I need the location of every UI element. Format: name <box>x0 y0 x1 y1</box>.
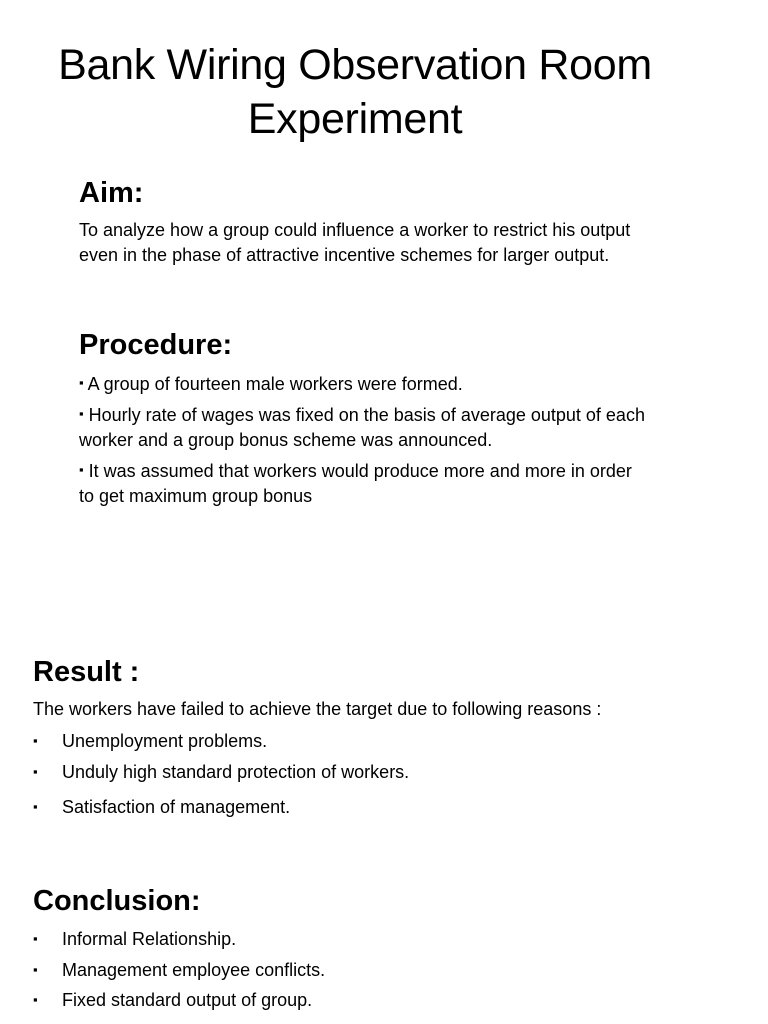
result-intro: The workers have failed to achieve the target due to following reasons : <box>33 699 602 719</box>
procedure-item-2-line-2: worker and a group bonus scheme was announced. <box>79 430 493 450</box>
result-item-2 <box>33 761 409 783</box>
result-heading: Result : <box>33 656 140 688</box>
result-item-3-text: Satisfaction of management. <box>62 797 291 817</box>
bullet-icon: ▪ <box>79 406 84 421</box>
conclusion-item-3 <box>33 989 312 1011</box>
procedure-item-2-line-1: Hourly rate of wages was fixed on the basis of average output of each <box>88 405 645 425</box>
conclusion-item-1 <box>33 928 236 950</box>
conclusion-item-2 <box>33 959 325 981</box>
bullet-icon: ▪ <box>33 799 38 814</box>
bullet-icon: ▪ <box>79 375 84 390</box>
procedure-heading: Procedure: <box>79 329 233 361</box>
procedure-item-2 <box>79 401 645 453</box>
bullet-icon: ▪ <box>33 733 38 748</box>
aim-text <box>79 218 630 268</box>
procedure-item-1 <box>79 370 463 397</box>
page-title-line-1: Bank Wiring Observation Room <box>58 41 652 89</box>
bullet-icon: ▪ <box>79 462 84 477</box>
aim-line-2: even in the phase of attractive incentive schemes for larger output. <box>79 245 610 265</box>
result-item-2-text: Unduly high standard protection of workers. <box>62 762 410 782</box>
bullet-icon: ▪ <box>33 931 38 946</box>
page-title <box>0 38 710 146</box>
conclusion-item-3-text: Fixed standard output of group. <box>62 990 313 1010</box>
page-title-line-2: Experiment <box>247 95 463 143</box>
bullet-icon: ▪ <box>33 764 38 779</box>
procedure-item-3-line-1: It was assumed that workers would produce more and more in order <box>88 461 632 481</box>
result-item-3 <box>33 796 290 818</box>
conclusion-item-1-text: Informal Relationship. <box>62 929 237 949</box>
aim-heading: Aim: <box>79 177 144 209</box>
aim-line-1: To analyze how a group could influence a worker to restrict his output <box>79 220 631 240</box>
procedure-item-1-line-1: A group of fourteen male workers were formed. <box>87 374 463 394</box>
bullet-icon: ▪ <box>33 992 38 1007</box>
conclusion-heading: Conclusion: <box>33 885 201 917</box>
conclusion-item-2-text: Management employee conflicts. <box>62 960 326 980</box>
procedure-item-3 <box>79 457 632 509</box>
procedure-item-3-line-2: to get maximum group bonus <box>79 486 313 506</box>
result-item-1 <box>33 730 267 752</box>
bullet-icon: ▪ <box>33 962 38 977</box>
result-item-1-text: Unemployment problems. <box>62 731 268 751</box>
